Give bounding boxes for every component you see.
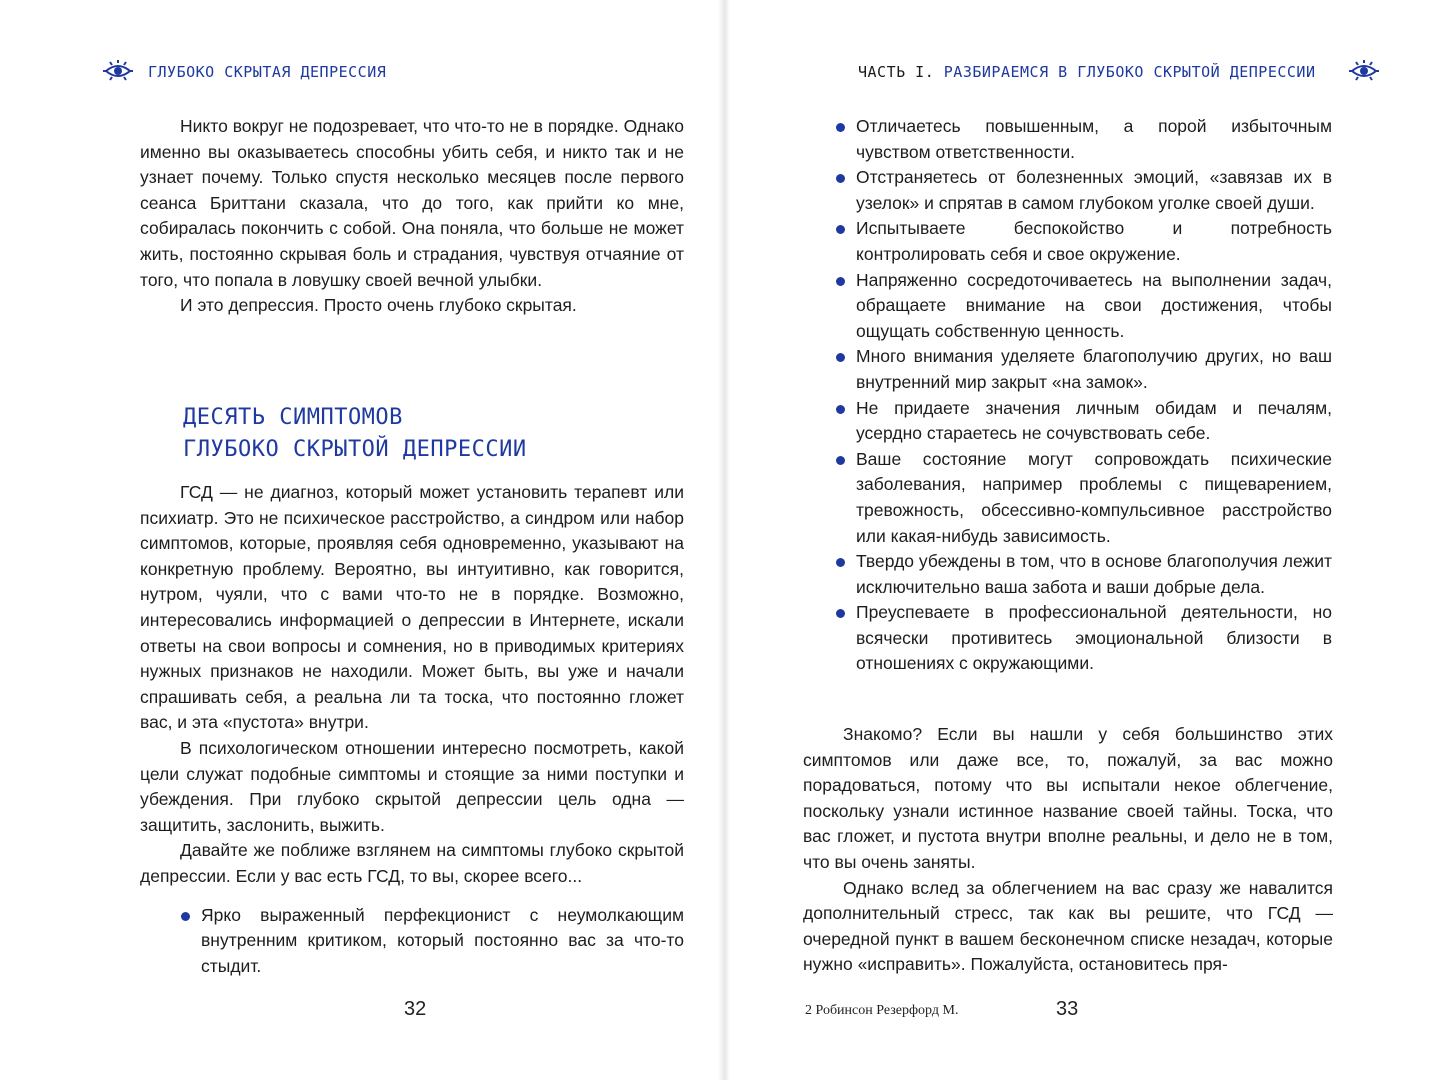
- paragraph: Знакомо? Если вы нашли у себя большинство этих симптомов или даже все, то, пожалуй, за вас можно порадоваться, потому что вы испытали некое облегчение, поскольку узнали истинное название своей тайны. Тоска, что вас гложет, и пустота внутри вполне реальны, и дело не в том, что вы очень заняты.: [803, 724, 1333, 872]
- list-item: Отличаетесь повышенным, а порой избыточным чувством ответственности.: [836, 114, 1332, 165]
- eye-icon: [1349, 60, 1379, 82]
- section-text: [140, 480, 684, 979]
- list-item: Твердо убеждены в том, что в основе благополучия лежит исключительно ваша забота и ваши добрые дела.: [836, 549, 1332, 600]
- paragraph: И это депрессия. Просто очень глубоко скрытая.: [180, 295, 577, 316]
- list-item: Много внимания уделяете благополучию других, но ваш внутренний мир закрыт «на замок».: [836, 344, 1332, 395]
- paragraph: В психологическом отношении интересно посмотреть, какой цели служат подобные симптомы и стоящие за ними поступки и убеждения. При глубоко скрытой депрессии цель одна — защитить, заслонить, выжить.: [140, 737, 684, 835]
- list-item: Не придаете значения личным обидам и печалям, усердно стараетесь не сочувствовать себе.: [836, 396, 1332, 447]
- paragraph: ГСД — не диагноз, который может установить терапевт или психиатр. Это не психическое расстройство, а синдром или набор симптомов, которые, проявляя себя одновременно, указывают на конкретную проблему. Вероятно, вы интуитивно, как говорится, нутром, чуяли, что с вами что-то не в порядке. Возможно, интересовались информацией о депрессии в Интернете, искали ответы на свои вопросы и сомнения, но в приводимых критериях нужных признаков не находили. Может быть, вы уже и начали спрашивать себя, а реальна ли та тоска, что постоянно гложет вас, и эта «пустота» внутри.: [140, 482, 684, 733]
- left-page: [0, 0, 720, 1080]
- heading-line: ДЕСЯТЬ СИМПТОМОВ: [183, 405, 403, 430]
- section-heading: [183, 402, 527, 466]
- symptom-list-container: [836, 114, 1332, 677]
- list-item: Отстраняетесь от болезненных эмоций, «завязав их в узелок» и спрятав в самом глубоком уголке своей души.: [836, 165, 1332, 216]
- eye-icon: [103, 60, 133, 82]
- paragraph: Однако вслед за облегчением на вас сразу же навалится дополнительный стресс, так как вы решите, что ГСД — очередной пункт в вашем бесконечном списке незадач, которые нужно «исправить». Пожалуйста, остановитесь пря-: [803, 877, 1333, 975]
- paragraph: Никто вокруг не подозревает, что что-то не в порядке. Однако именно вы оказываетесь способны убить себя, и никто так и не узнает почему. Только спустя несколько месяцев после первого сеанса Бриттани сказала, что до того, как прийти ко мне, собиралась покончить с собой. Она поняла, что больше не может жить, постоянно скрывая боль и страдания, чувствуя отчаяние от того, что попала в ловушку своей вечной улыбки.: [140, 116, 684, 290]
- heading-line: ГЛУБОКО СКРЫТОЙ ДЕПРЕССИИ: [183, 437, 527, 462]
- list-item: Испытываете беспокойство и потребность контролировать себя и свое окружение.: [836, 216, 1332, 267]
- page-number: 32: [404, 998, 427, 1020]
- list-item: Напряженно сосредоточиваетесь на выполнении задач, обращаете внимание на свои достижения, чтобы ощущать собственную ценность.: [836, 268, 1332, 345]
- list-item: Ваше состояние могут сопровождать психические заболевания, например проблемы с пищеварением, тревожность, обсессивно-компульсивное расстройство или какая-нибудь зависимость.: [836, 447, 1332, 549]
- paragraph: Давайте же поближе взглянем на симптомы глубоко скрытой депрессии. Если у вас есть ГСД, то вы, скорее всего...: [140, 840, 684, 886]
- signature-note: 2 Робинсон Резерфорд М.: [805, 1003, 959, 1018]
- closing-text: [803, 722, 1333, 978]
- symptom-list: [836, 114, 1332, 677]
- intro-text: [140, 114, 684, 319]
- list-item: Преуспеваете в профессиональной деятельности, но всячески противитесь эмоциональной близости в отношениях с окружающими.: [836, 600, 1332, 677]
- symptom-list: [140, 903, 684, 980]
- running-head: [858, 63, 1315, 81]
- right-page: [728, 0, 1447, 1080]
- running-head-title: РАЗБИРАЕМСЯ В ГЛУБОКО СКРЫТОЙ ДЕПРЕССИИ: [943, 63, 1316, 81]
- list-item: Ярко выраженный перфекционист с неумолкающим внутренним критиком, который постоянно вас за что-то стыдит.: [181, 903, 684, 980]
- page-number: 33: [1056, 998, 1079, 1020]
- running-head: ГЛУБОКО СКРЫТАЯ ДЕПРЕССИЯ: [148, 63, 387, 81]
- running-head-part: ЧАСТЬ I.: [858, 63, 935, 81]
